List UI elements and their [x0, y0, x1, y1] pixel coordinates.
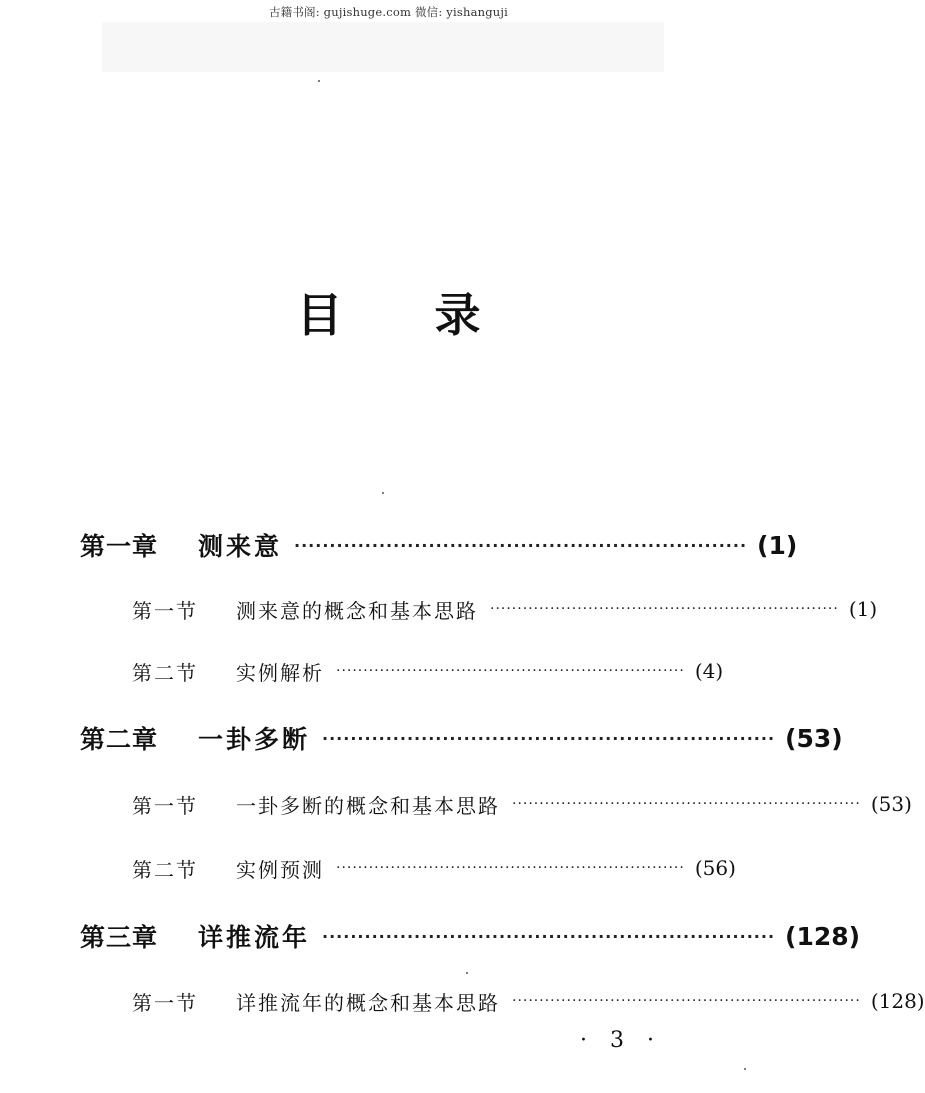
toc-page: (128) — [785, 921, 861, 951]
dot-leader: ································································ — [322, 926, 776, 946]
toc-title: 一卦多断的概念和基本思路 — [236, 793, 500, 818]
toc-section-1-2 — [132, 656, 724, 686]
toc-page: (56) — [694, 856, 736, 880]
toc-chapter-3 — [80, 919, 861, 953]
dot-leader: ································································ — [322, 728, 776, 748]
toc-number: 第三章 — [80, 923, 159, 952]
toc-chapter-1 — [80, 528, 798, 562]
page-number: · 3 · — [580, 1028, 662, 1053]
toc-number: 第二章 — [80, 725, 159, 754]
dot-leader: ································································ — [490, 601, 839, 617]
toc-number: 第二节 — [132, 660, 198, 685]
toc-number: 第一节 — [132, 793, 198, 818]
toc-page: (53) — [870, 792, 912, 816]
toc-section-2-1 — [132, 789, 912, 819]
toc-page: (4) — [694, 659, 724, 683]
toc-title: 实例预测 — [236, 857, 324, 882]
toc-page: (1) — [848, 597, 878, 621]
toc-number: 第一节 — [132, 990, 198, 1015]
dot-leader: ································································ — [336, 663, 685, 679]
dot-leader: ································································ — [294, 535, 748, 555]
toc-page: (53) — [785, 723, 843, 753]
title-char-2: 录 — [434, 288, 481, 342]
dot-leader: ································································ — [512, 796, 861, 812]
toc-title: 详推流年 — [198, 923, 311, 952]
toc-page: (1) — [757, 530, 798, 560]
toc-title: 测来意 — [198, 532, 283, 561]
toc-number: 第二节 — [132, 857, 198, 882]
scan-speck — [744, 1068, 746, 1070]
page-title — [0, 288, 777, 342]
toc-section-3-1 — [132, 986, 925, 1016]
dot-leader: ································································ — [336, 860, 685, 876]
scan-shadow-band — [102, 22, 664, 72]
toc-title: 详推流年的概念和基本思路 — [236, 990, 500, 1015]
toc-number: 第一节 — [132, 598, 198, 623]
scan-speck — [318, 80, 320, 82]
title-char-1: 目 — [296, 288, 343, 342]
toc-section-2-2 — [132, 853, 736, 883]
toc-chapter-2 — [80, 721, 843, 755]
toc-section-1-1 — [132, 594, 878, 624]
dot-leader: ································································ — [512, 993, 861, 1009]
toc-page: (128) — [870, 989, 925, 1013]
toc-title: 一卦多断 — [198, 725, 311, 754]
toc-title: 测来意的概念和基本思路 — [236, 598, 478, 623]
scan-speck — [382, 492, 384, 494]
toc-number: 第一章 — [80, 532, 159, 561]
scan-speck — [466, 972, 468, 974]
toc-title: 实例解析 — [236, 660, 324, 685]
watermark-text: 古籍书阁: gujishuge.com 微信: yishanguji — [268, 5, 509, 19]
